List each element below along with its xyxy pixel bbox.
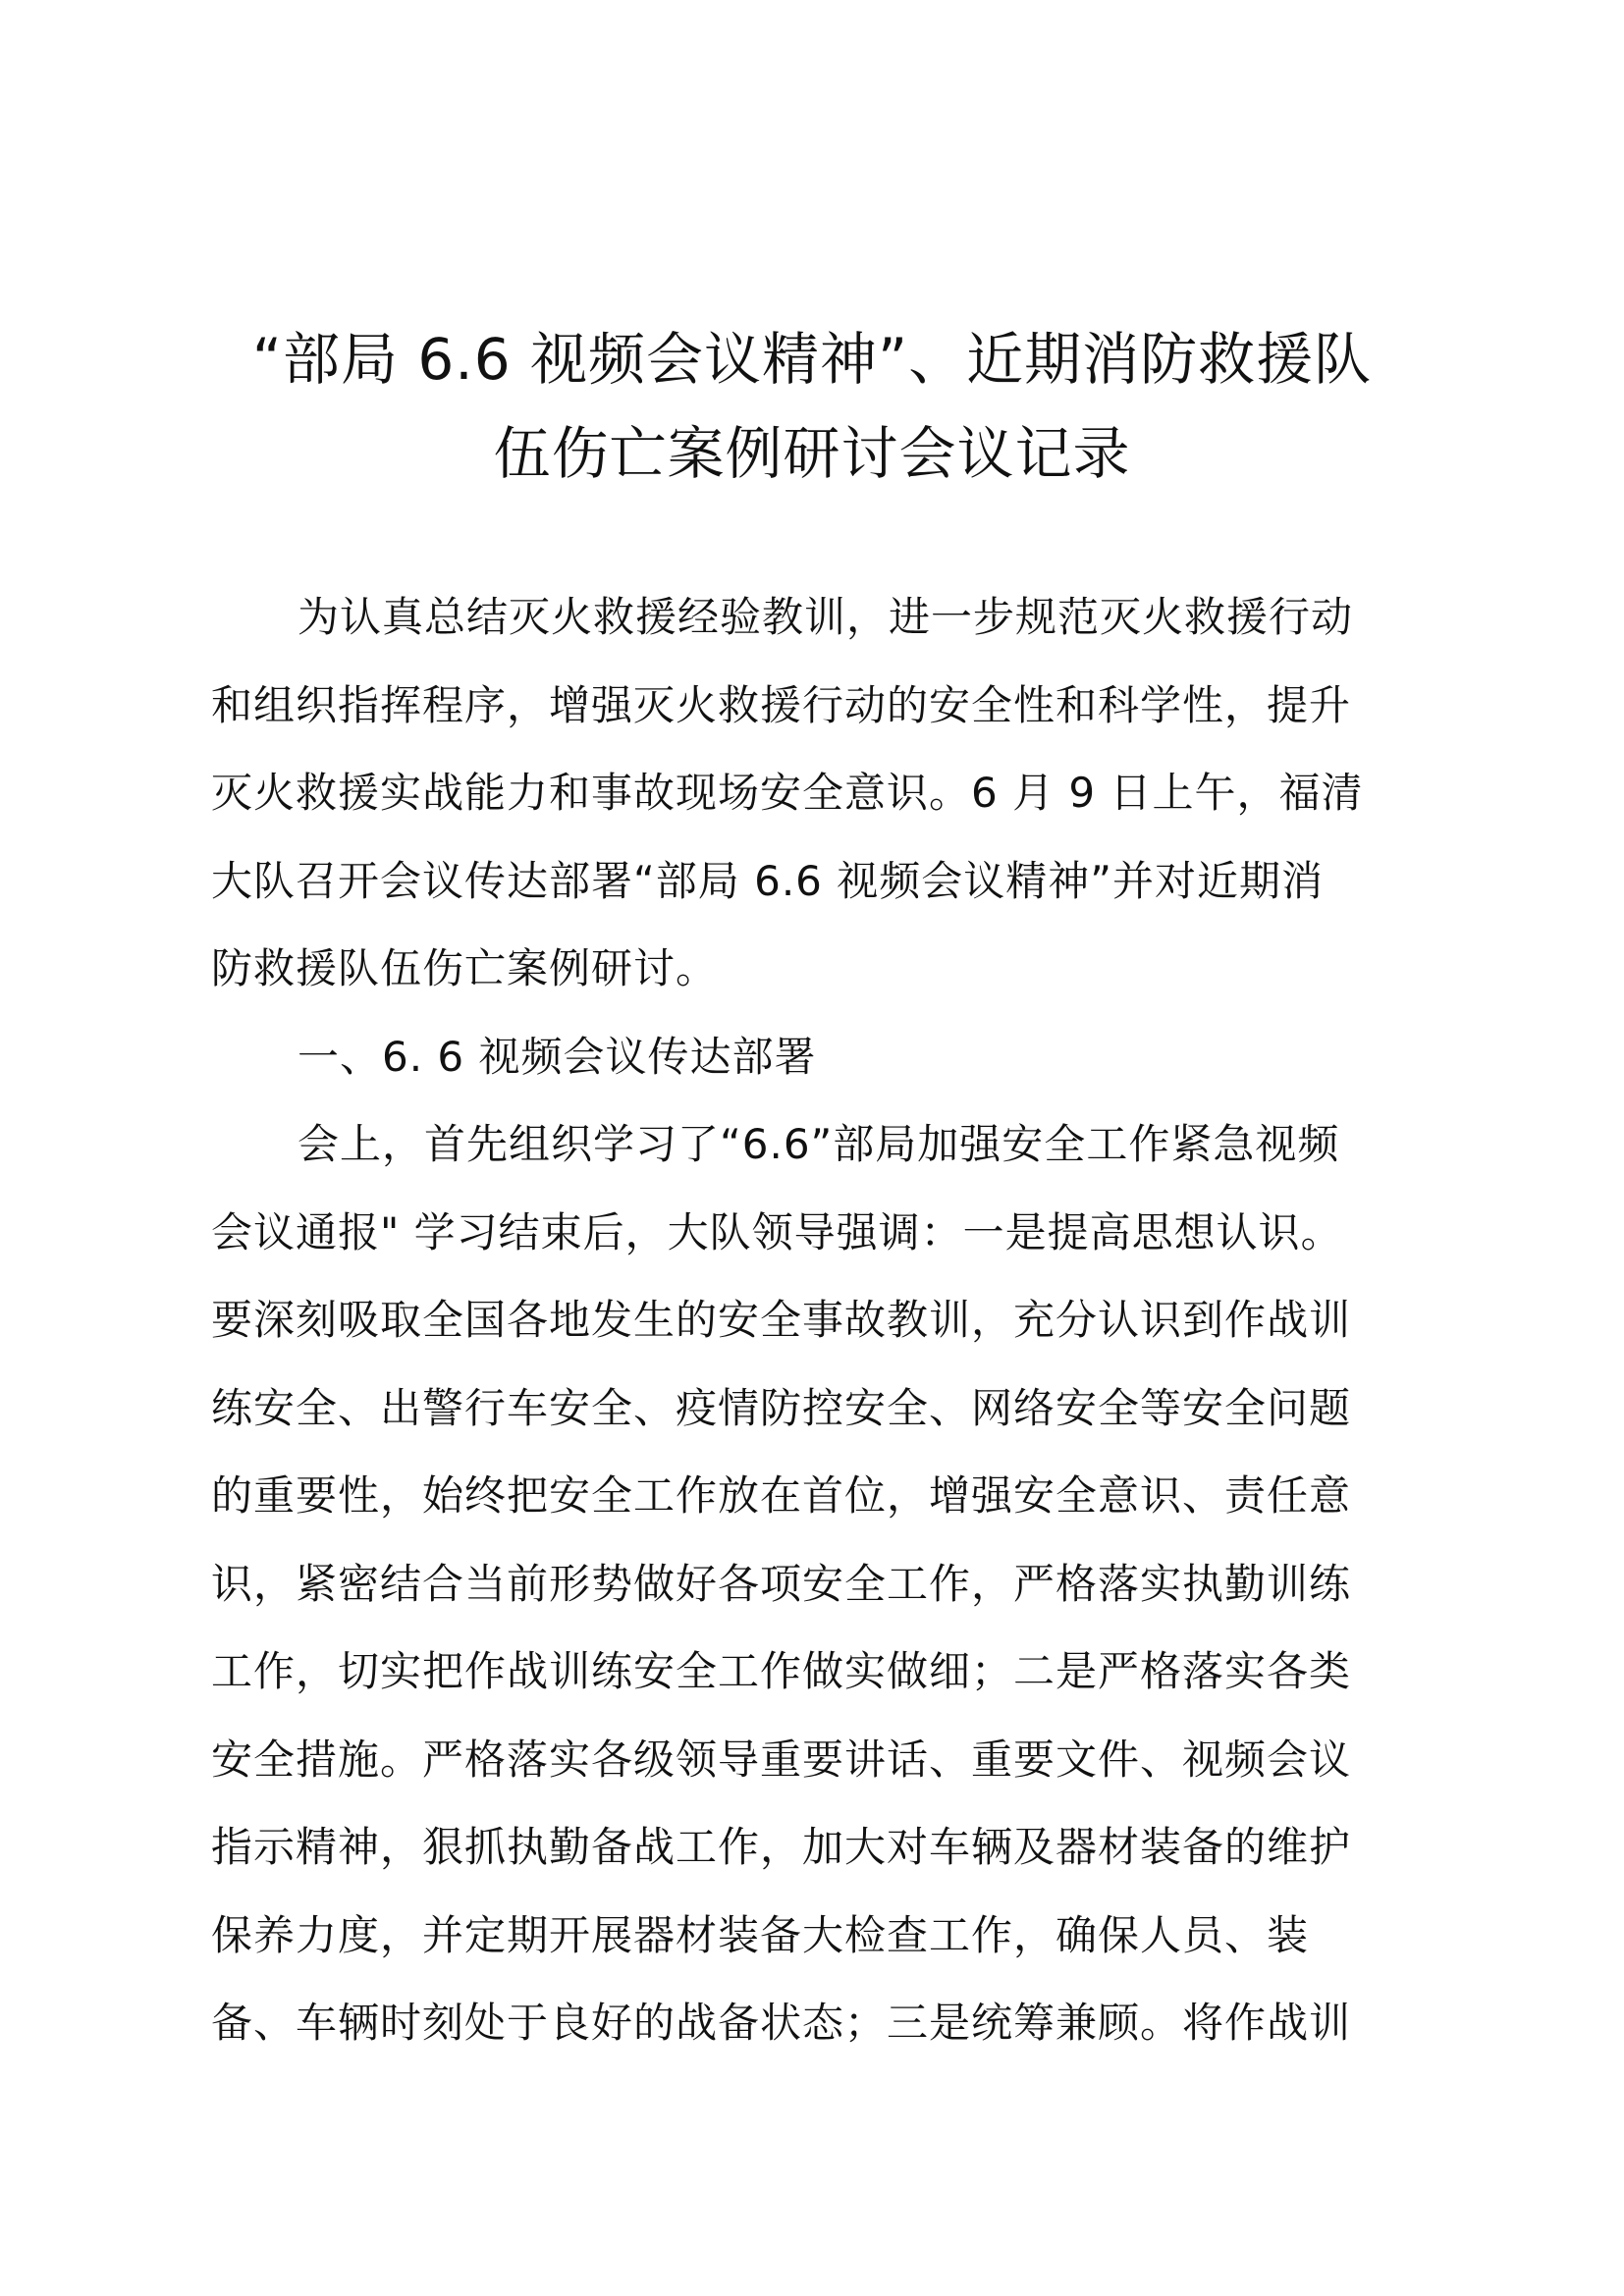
paragraph-section1-line: 备、车辆时刻处于良好的战备状态；三是统筹兼顾。将作战训	[211, 1999, 1352, 2047]
document-title	[157, 312, 1467, 501]
paragraph-section1-line: 指示精神，狠抓执勤备战工作，加大对车辆及器材装备的维护	[211, 1823, 1352, 1871]
paragraph-intro-line: 为认真总结灭火救援经验教训，进一步规范灭火救援行动	[298, 593, 1354, 641]
paragraph-section1-line: 会议通报" 学习结束后，大队领导强调：一是提高思想认识。	[211, 1207, 1343, 1256]
paragraph-section1-line: 安全措施。严格落实各级领导重要讲话、重要文件、视频会议	[211, 1735, 1352, 1784]
paragraph-section1-line: 要深刻吸取全国各地发生的安全事故教训，充分认识到作战训	[211, 1296, 1352, 1344]
section-heading-1: 一、6. 6 视频会议传达部署	[298, 1032, 817, 1081]
title-line-1: “部局 6.6 视频会议精神”、近期消防救援队	[251, 326, 1373, 393]
document-body	[211, 573, 1419, 2067]
title-line-2: 伍伤亡案例研讨会议记录	[493, 420, 1131, 487]
paragraph-section1-line: 会上，首先组织学习了“6.6”部局加强安全工作紧急视频	[298, 1120, 1340, 1168]
paragraph-section1-line: 保养力度，并定期开展器材装备大检查工作，确保人员、装	[211, 1910, 1310, 1959]
paragraph-intro-line: 防救援队伍伤亡案例研讨。	[211, 944, 719, 992]
paragraph-section1-line: 的重要性，始终把安全工作放在首位，增强安全意识、责任意	[211, 1471, 1352, 1520]
paragraph-intro-line: 和组织指挥程序，增强灭火救援行动的安全性和科学性，提升	[211, 680, 1352, 729]
paragraph-intro-line: 大队召开会议传达部署“部局 6.6 视频会议精神”并对近期消	[211, 856, 1325, 905]
paragraph-section1-line: 识，紧密结合当前形势做好各项安全工作，严格落实执勤训练	[211, 1559, 1352, 1608]
paragraph-section1-line: 工作，切实把作战训练安全工作做实做细；二是严格落实各类	[211, 1647, 1352, 1695]
paragraph-section1-line: 练安全、出警行车安全、疫情防控安全、网络安全等安全问题	[211, 1383, 1352, 1432]
paragraph-intro-line: 灭火救援实战能力和事故现场安全意识。6 月 9 日上午，福清	[211, 769, 1364, 817]
